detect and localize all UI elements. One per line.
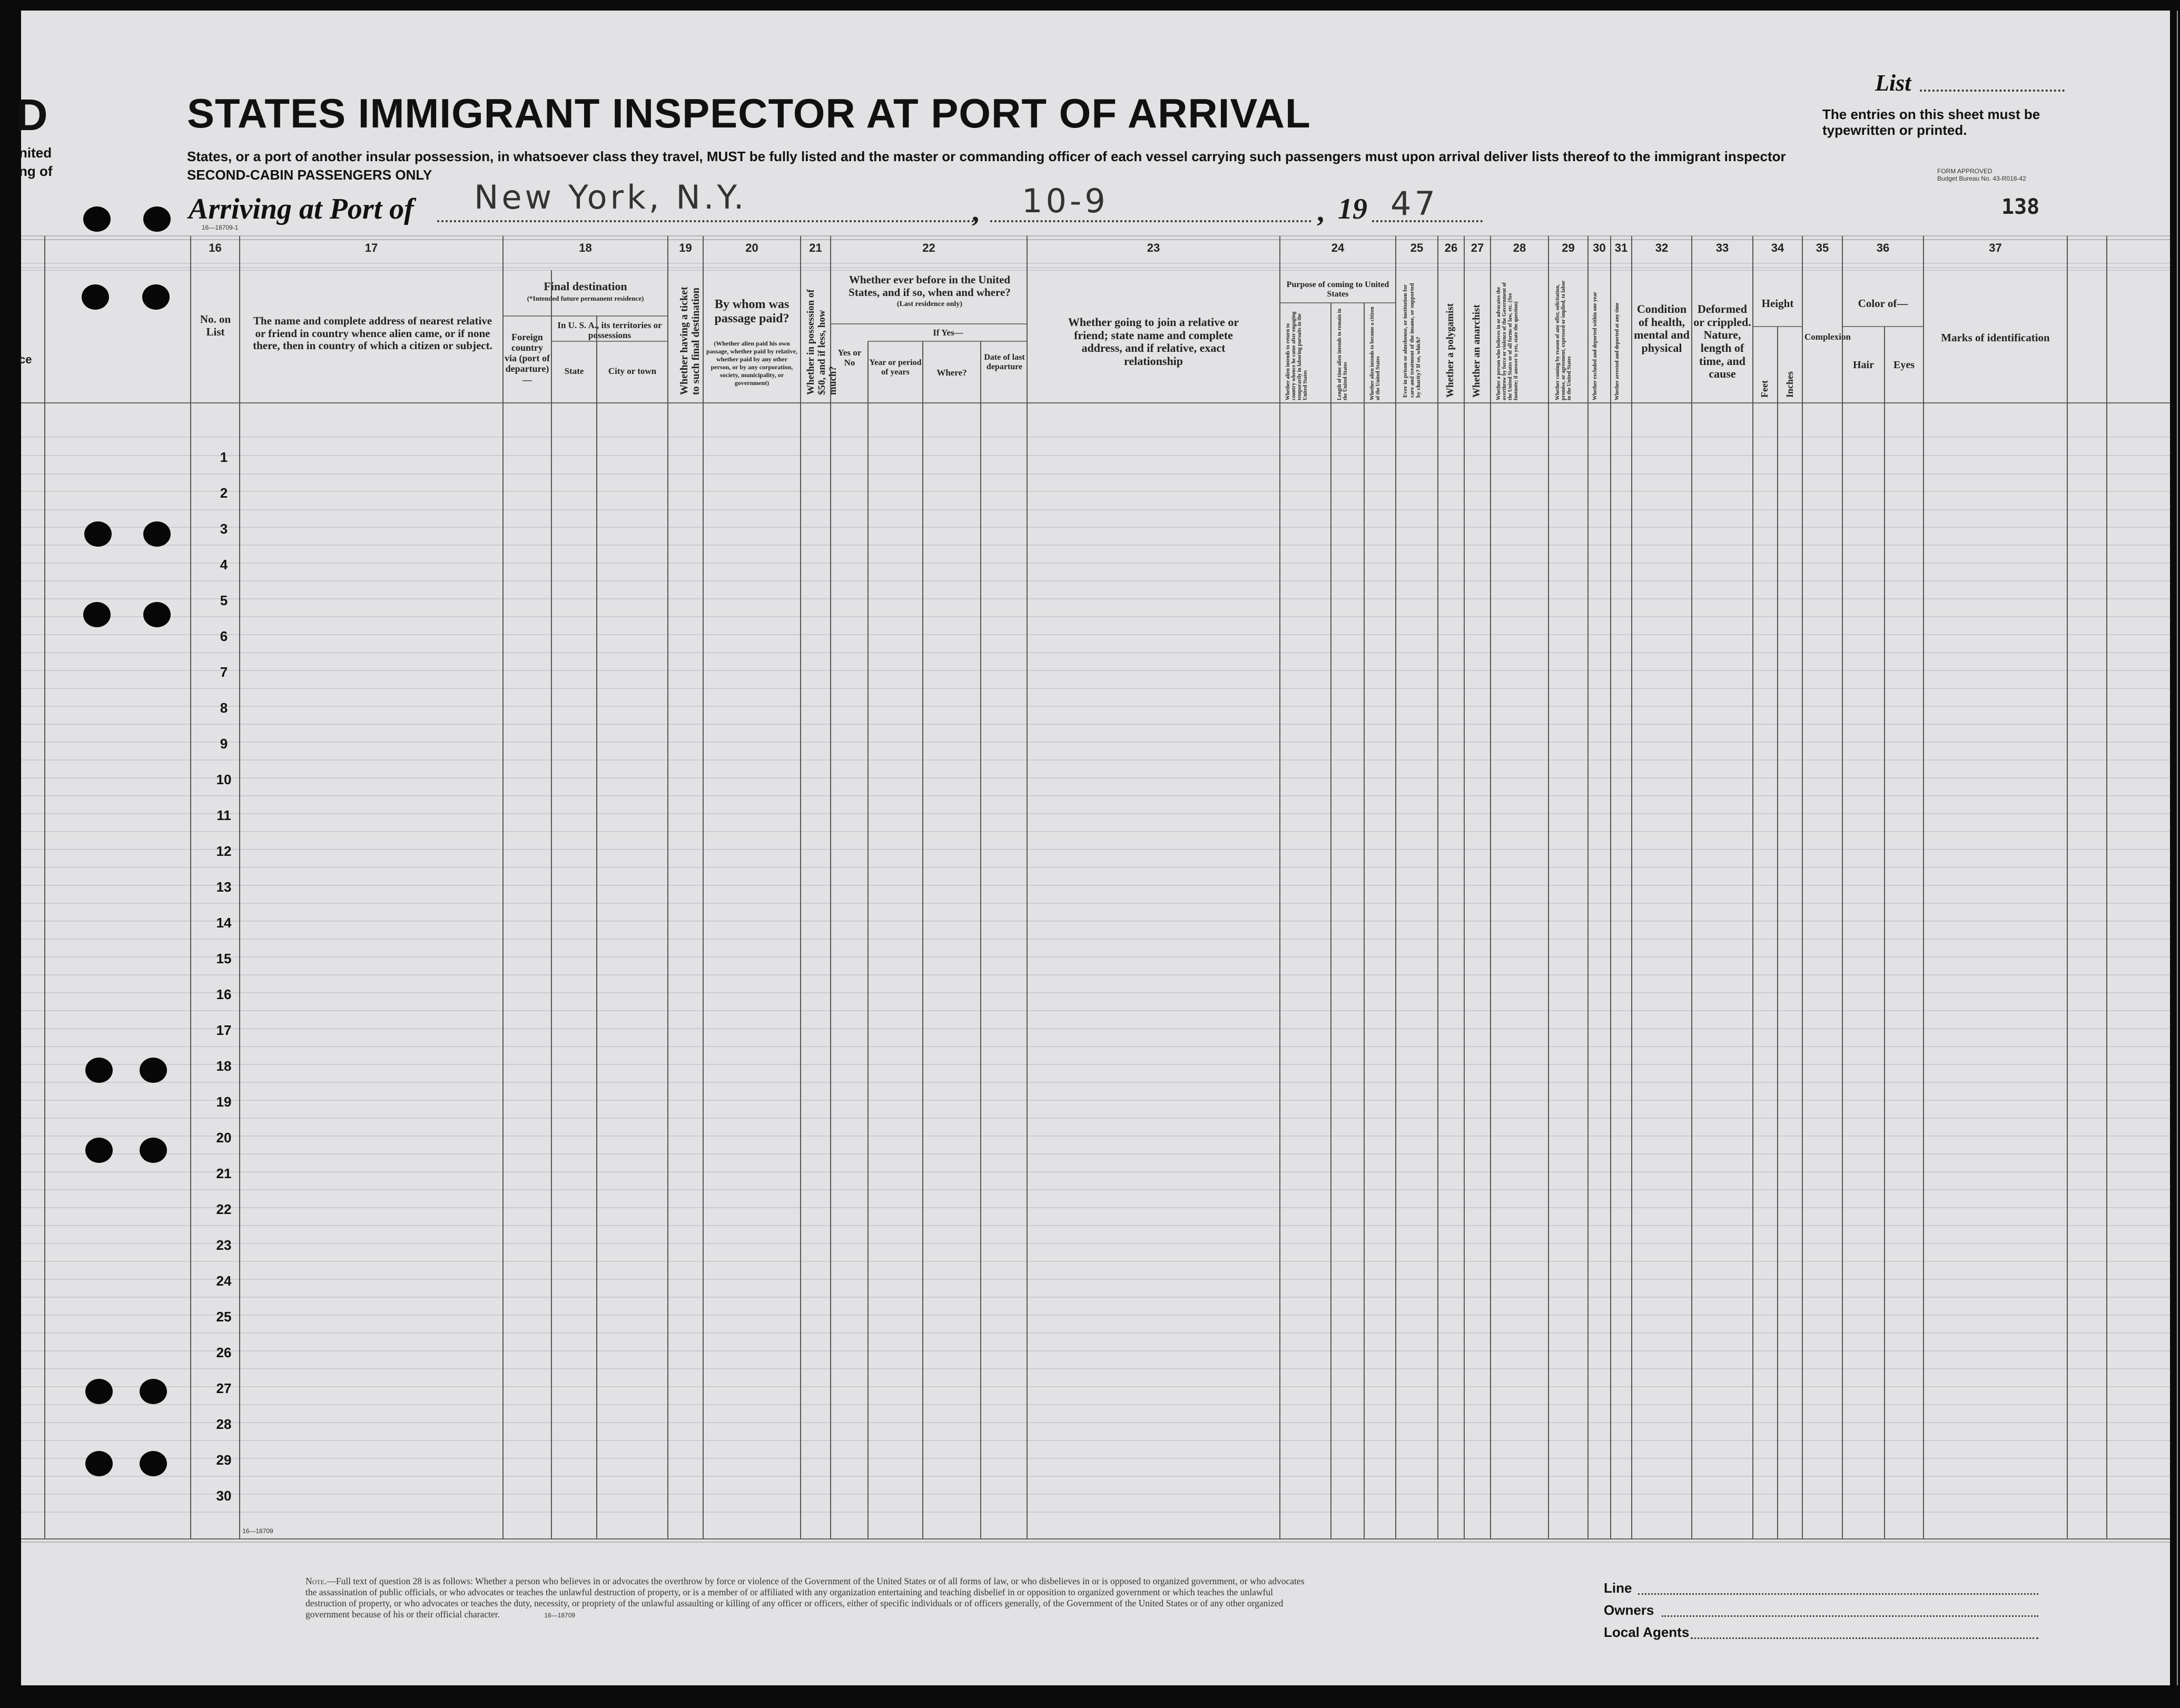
column-number: 22 bbox=[922, 241, 935, 254]
column-number: 36 bbox=[1876, 241, 1890, 254]
column-number: 37 bbox=[1989, 241, 2002, 254]
column-number: 18 bbox=[579, 241, 592, 254]
header-purpose: Purpose of coming to United States bbox=[1286, 280, 1389, 299]
form-approved: FORM APPROVED Budget Bureau No. 43-R018-42 bbox=[1937, 167, 2026, 182]
row-number: 8 bbox=[220, 700, 228, 716]
row-number: 18 bbox=[216, 1058, 232, 1074]
column-number: 20 bbox=[745, 241, 758, 254]
row-number: 19 bbox=[216, 1094, 232, 1110]
punch-hole bbox=[83, 206, 111, 232]
row-number: 9 bbox=[220, 736, 228, 752]
punch-hole bbox=[83, 602, 111, 627]
left-margin-fragment: D bbox=[16, 90, 48, 140]
row-number: 21 bbox=[216, 1166, 232, 1181]
footnote-label: Note. bbox=[305, 1576, 327, 1586]
header-inches: Inches bbox=[1784, 371, 1795, 398]
header-ticket: Whether having a ticket to such final destination bbox=[678, 287, 702, 395]
column-number: 16 bbox=[209, 241, 222, 254]
row-number: 2 bbox=[220, 485, 228, 501]
header-state: State bbox=[564, 366, 584, 376]
header-arrested: Whether arrested and deported at any time bbox=[1614, 302, 1620, 400]
header-in-usa: In U. S. A., its territories or possessions bbox=[557, 320, 662, 341]
header-color-of: Color of— bbox=[1858, 297, 1908, 310]
punch-hole bbox=[85, 1379, 113, 1404]
row-number: 22 bbox=[216, 1201, 232, 1217]
header-prison: Ever in prison or almshouse, or institution for care and treatment of the insane, or supported by charity? If so, which? bbox=[1402, 283, 1422, 398]
punch-hole bbox=[85, 1138, 113, 1163]
header-offer-labor: Whether coming by reason of any offer, solicitation, promise, or agreement, expressed or implied, to labor in the United States bbox=[1555, 280, 1572, 400]
year-prefix: 19 bbox=[1338, 193, 1367, 225]
row-number: 15 bbox=[216, 951, 232, 966]
instructions-line: States, or a port of another insular possession, in whatsoever class they travel, MUST be fully listed and the master or commanding officer of each vessel carrying such passengers must upon arrival deliver lists thereof to the immigrant inspector bbox=[187, 149, 1786, 164]
header-date-departure: Date of last departure bbox=[984, 353, 1025, 371]
manifest-sheet bbox=[16, 11, 2170, 1685]
header-ever-in-us-sub: (Last residence only) bbox=[896, 300, 963, 308]
column-number: 27 bbox=[1471, 241, 1484, 254]
left-margin-snippet: ng of bbox=[19, 163, 53, 179]
row-number: 1 bbox=[220, 449, 228, 465]
punch-hole bbox=[140, 1451, 167, 1476]
date-handwritten: 10-9 bbox=[1022, 182, 1109, 220]
header-if-yes: If Yes— bbox=[933, 328, 963, 338]
form-code: 16—18709 bbox=[544, 1612, 576, 1619]
punch-hole bbox=[140, 1138, 167, 1163]
header-join-relative: Whether going to join a relative or friend; state name and complete address, and if relative, exact relationship bbox=[1068, 315, 1239, 368]
line-label: Line bbox=[1604, 1580, 1632, 1596]
row-number: 24 bbox=[216, 1273, 232, 1289]
port-handwritten: New York, N.Y. bbox=[474, 178, 747, 216]
column-number: 30 bbox=[1593, 241, 1606, 254]
header-passage-paid-sub: (Whether alien paid his own passage, whether paid by relative, whether paid by any other person, or by any corporation, society, municipality, or government) bbox=[706, 340, 797, 387]
row-number: 28 bbox=[216, 1416, 232, 1432]
owners-field bbox=[1662, 1615, 2038, 1617]
row-number: 3 bbox=[220, 521, 228, 537]
row-number: 12 bbox=[216, 843, 232, 859]
header-q28: Whether a person who believes in or advocates the overthrow by force or violence of the Government of the United States or of all forms of law, etc. (See footnote; if answer is yes, state the question) bbox=[1496, 282, 1519, 400]
owners-label: Owners bbox=[1604, 1602, 1654, 1618]
row-number: 6 bbox=[220, 628, 228, 644]
column-number: 34 bbox=[1771, 241, 1784, 254]
column-number: 19 bbox=[679, 241, 692, 254]
punch-hole bbox=[143, 602, 171, 627]
row-number: 4 bbox=[220, 557, 228, 572]
column-number: 26 bbox=[1444, 241, 1458, 254]
header-polygamist: Whether a polygamist bbox=[1445, 303, 1456, 398]
form-code: 16—18709-1 bbox=[202, 224, 239, 231]
header-fifty-dollars: Whether in possession of $50, and if less, how much? bbox=[805, 289, 839, 395]
row-number: 23 bbox=[216, 1237, 232, 1253]
punch-hole bbox=[143, 206, 171, 232]
row-number: 10 bbox=[216, 772, 232, 787]
row-number: 14 bbox=[216, 915, 232, 931]
column-number: 28 bbox=[1513, 241, 1526, 254]
form-code: 16—18709 bbox=[242, 1527, 273, 1535]
punch-hole bbox=[140, 1058, 167, 1083]
row-number: 13 bbox=[216, 879, 232, 895]
header-eyes: Eyes bbox=[1893, 359, 1915, 371]
column-number: 31 bbox=[1614, 241, 1628, 254]
header-purpose-c: Whether alien intends to become a citizen of the United States bbox=[1369, 307, 1381, 400]
sheet-edge bbox=[2177, 11, 2178, 1685]
header-deformed: Deformed or crippled. Nature, length of time, and cause bbox=[1693, 302, 1751, 381]
header-year: Year or period of years bbox=[869, 358, 922, 377]
header-where: Where? bbox=[936, 368, 967, 378]
header-excluded: Whether excluded and deported within one year bbox=[1592, 292, 1598, 400]
header-anarchist: Whether an anarchist bbox=[1471, 304, 1482, 398]
header-complexion: Complexion bbox=[1804, 332, 1851, 342]
local-agents-label: Local Agents bbox=[1604, 1624, 1690, 1640]
row-number: 20 bbox=[216, 1130, 232, 1146]
header-nearest-relative: The name and complete address of nearest relative or friend in country whence alien came, or if none there, then in country of which a citizen or subject. bbox=[253, 314, 492, 352]
column-number: 33 bbox=[1715, 241, 1729, 254]
header-final-destination: Final destination bbox=[544, 280, 627, 293]
left-margin-snippet: nited bbox=[19, 145, 52, 161]
column-number: 32 bbox=[1655, 241, 1669, 254]
row-number: 30 bbox=[216, 1488, 232, 1504]
punch-hole bbox=[82, 284, 109, 310]
header-hair: Hair bbox=[1853, 359, 1874, 371]
header-health: Condition of health, mental and physical bbox=[1634, 302, 1690, 354]
punch-hole bbox=[142, 284, 170, 310]
header-passage-paid: By whom was passage paid? bbox=[714, 298, 790, 325]
row-number: 27 bbox=[216, 1380, 232, 1396]
column-number: 21 bbox=[809, 241, 822, 254]
local-agents-field bbox=[1691, 1637, 2038, 1639]
passenger-class: SECOND-CABIN PASSENGERS ONLY bbox=[187, 167, 432, 183]
punch-hole bbox=[84, 521, 112, 547]
comma: , bbox=[1317, 195, 1324, 228]
left-col-fragment: ce bbox=[19, 353, 32, 366]
punch-hole bbox=[85, 1058, 113, 1083]
header-feet: Feet bbox=[1759, 380, 1770, 398]
header-height: Height bbox=[1761, 297, 1794, 310]
row-number: 26 bbox=[216, 1345, 232, 1360]
row-number: 16 bbox=[216, 986, 232, 1002]
column-number: 23 bbox=[1147, 241, 1160, 254]
column-number: 17 bbox=[364, 241, 378, 254]
punch-hole bbox=[140, 1379, 167, 1404]
sheet-number: 138 bbox=[2001, 195, 2040, 219]
entries-note: The entries on this sheet must be typewritten or printed. bbox=[1822, 106, 2040, 138]
row-number: 17 bbox=[216, 1022, 232, 1038]
comma: , bbox=[972, 195, 979, 228]
header-ever-in-us: Whether ever before in the United States, and if so, when and where? bbox=[849, 273, 1011, 299]
row-number: 5 bbox=[220, 593, 228, 608]
line-field bbox=[1638, 1593, 2038, 1595]
list-label: List bbox=[1875, 70, 1911, 96]
header-no-on-list: No. on List bbox=[200, 313, 231, 338]
manifest-grid bbox=[21, 11, 2170, 1685]
footnote bbox=[305, 1576, 1306, 1621]
header-marks: Marks of identification bbox=[1941, 331, 2050, 344]
row-number: 25 bbox=[216, 1309, 232, 1325]
column-number: 24 bbox=[1331, 241, 1345, 254]
punch-hole bbox=[143, 521, 171, 547]
column-number: 29 bbox=[1562, 241, 1575, 254]
column-number: 35 bbox=[1816, 241, 1829, 254]
header-city: City or town bbox=[608, 366, 657, 376]
row-number: 29 bbox=[216, 1452, 232, 1468]
row-number: 7 bbox=[220, 664, 228, 680]
header-yes-no: Yes or No bbox=[837, 348, 862, 368]
year-handwritten: 47 bbox=[1390, 184, 1438, 223]
row-number: 11 bbox=[216, 807, 231, 823]
arriving-label: Arriving at Port of bbox=[189, 193, 414, 225]
header-foreign-country: Foreign country via (port of departure)— bbox=[505, 332, 550, 385]
footnote-text: —Full text of question 28 is as follows: Whether a person who believes in or advocates the overthrow by force or violence of the Government of the United States or of all forms of law, or who disbelieves in or is opposed to organized government, or who advocates the assassination of public officials, or who advocates or teaches the unlawful destruction of property, or is a member of or affiliated with any organization entertaining and teaching disbelief in or opposition to organized government or which teaches the unlawful destruction of property, or who advocates or teaches the duty, necessity, or propriety of the unlawful assaulting or killing of any officer or officers, either of specific individuals or of officers generally, of the Government of the United States or of any other organized government because of his or their official character. bbox=[305, 1576, 1305, 1620]
header-final-destination-sub: (*Intended future permanent residence) bbox=[527, 294, 644, 302]
punch-hole bbox=[85, 1451, 113, 1476]
header-purpose-b: Length of time alien intends to remain in the United States bbox=[1337, 309, 1348, 400]
page-title: STATES IMMIGRANT INSPECTOR AT PORT OF ARRIVAL bbox=[187, 90, 1311, 136]
column-number: 25 bbox=[1410, 241, 1424, 254]
header-purpose-a: Whether alien intends to return to country whence he came after engaging temporarily in laboring pursuits in the United States bbox=[1285, 311, 1308, 400]
